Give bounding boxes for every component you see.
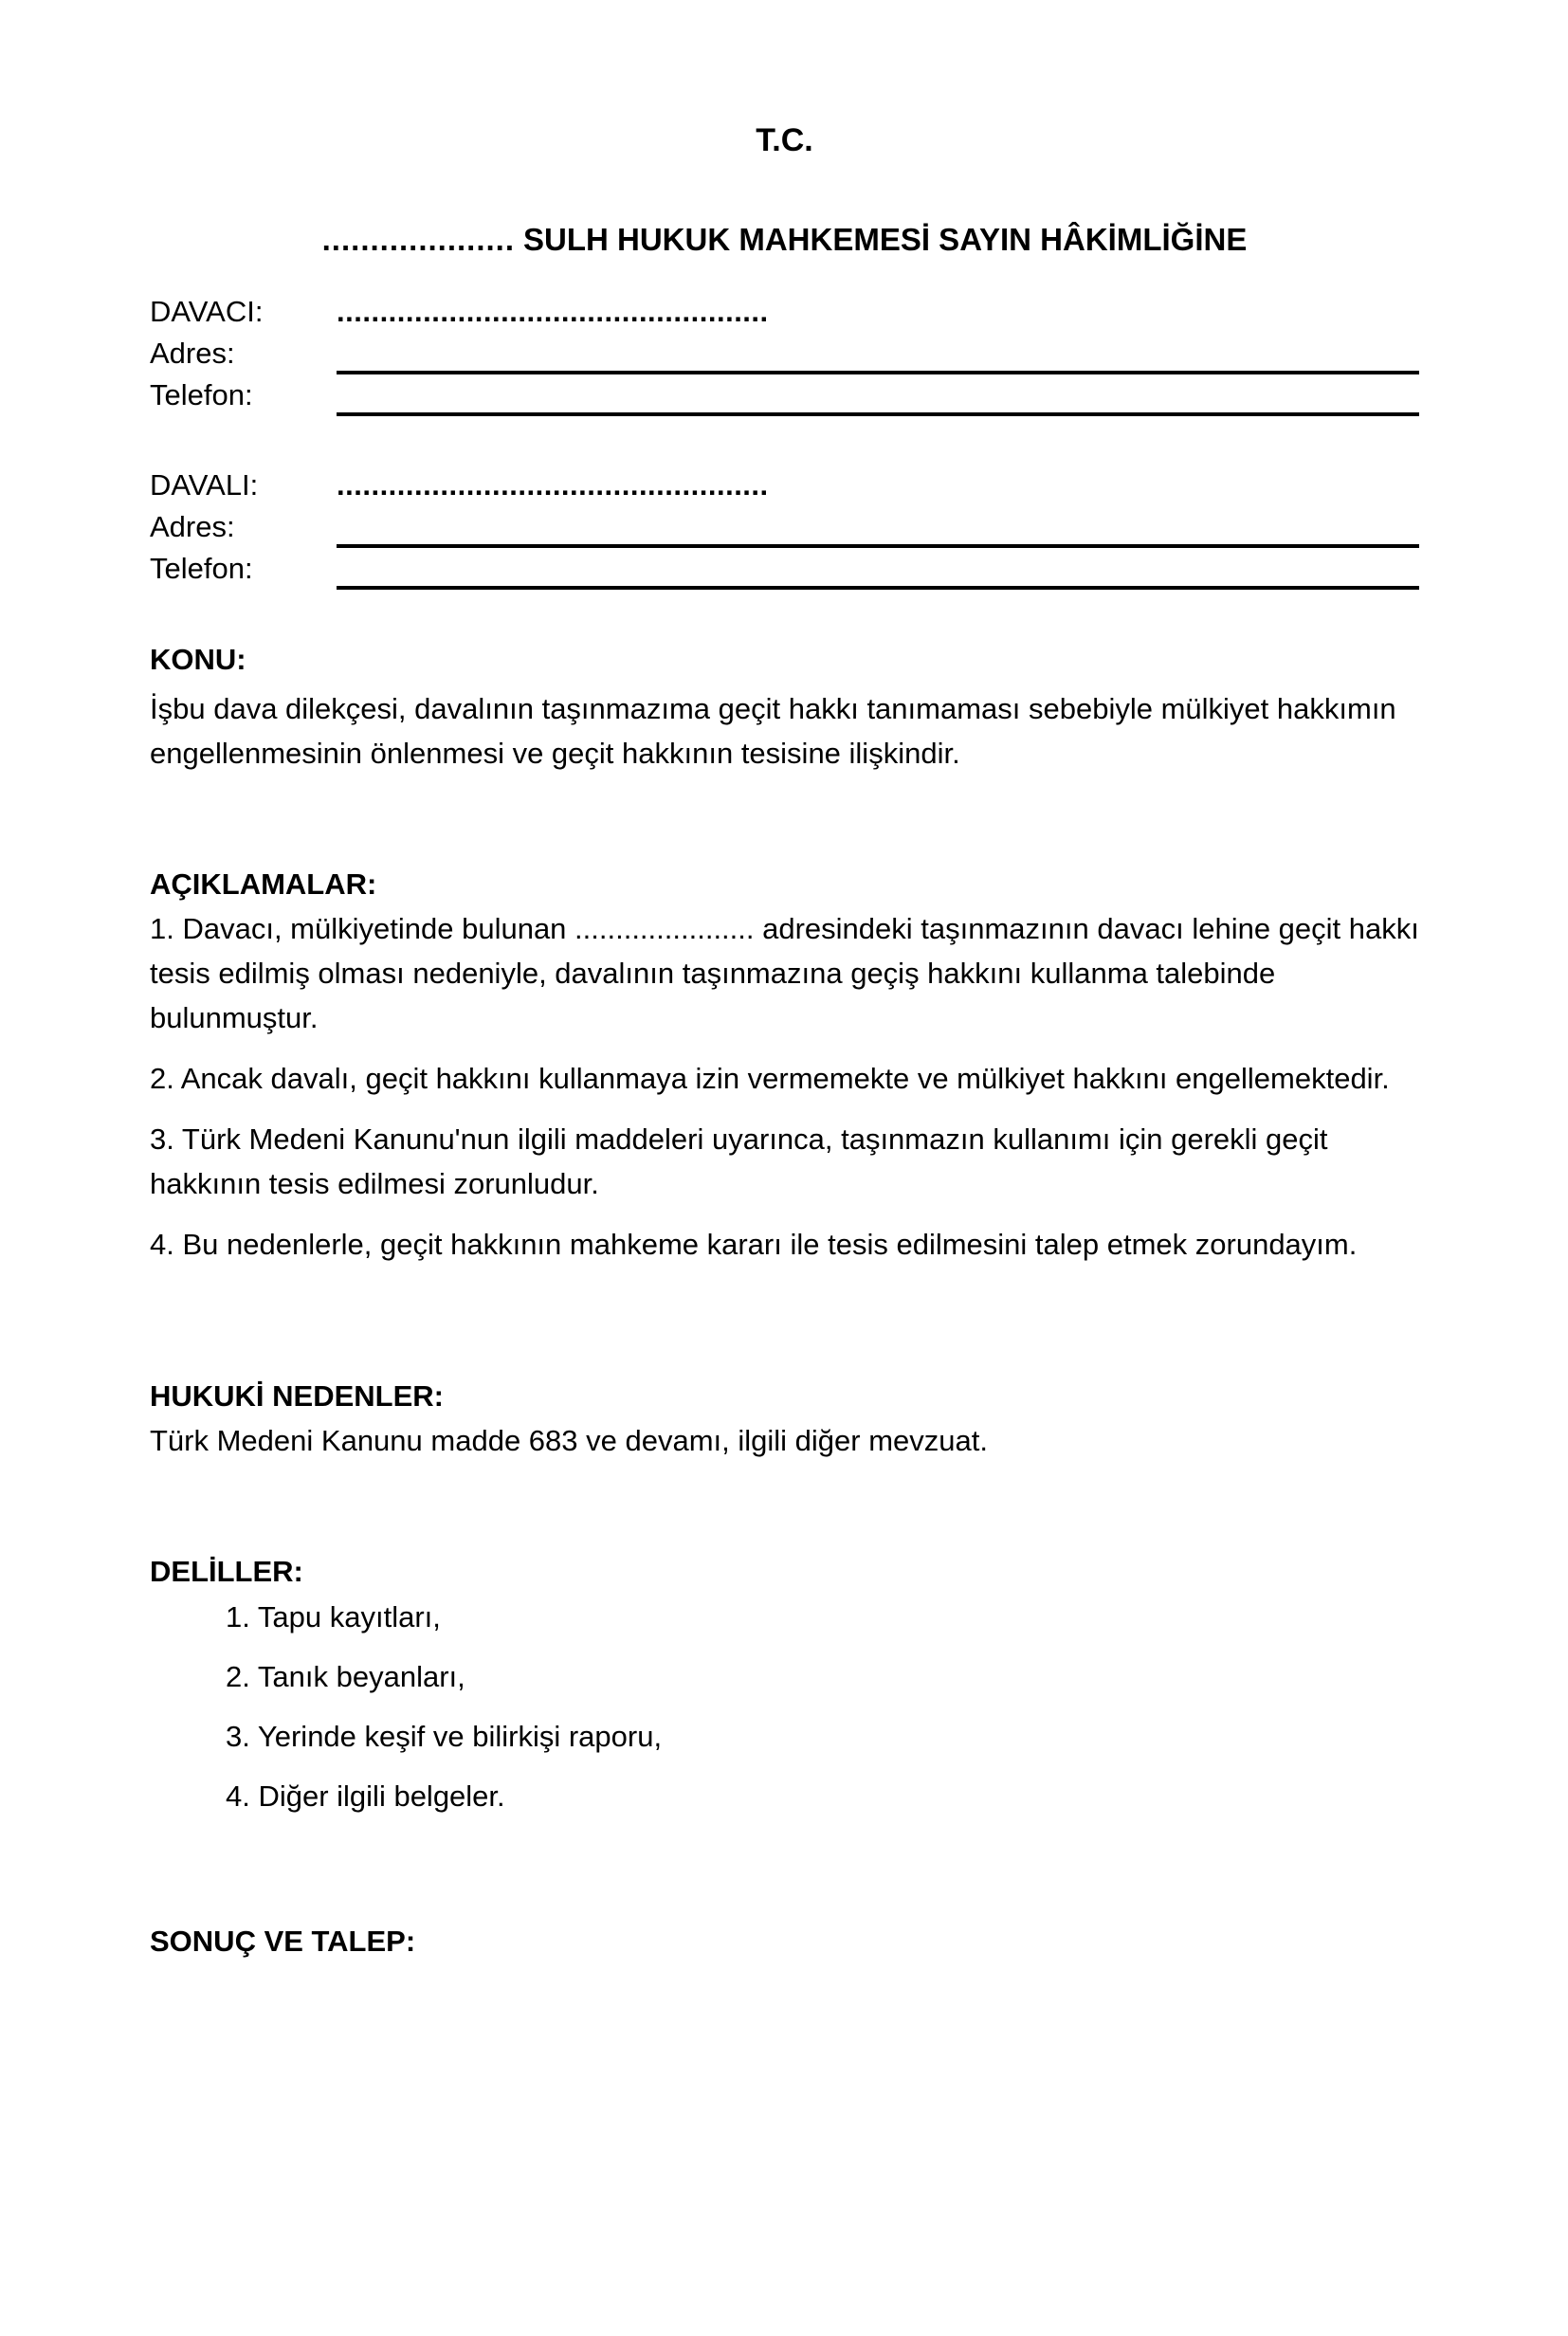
evidence-item: 2. Tanık beyanları, [226,1660,465,1693]
plaintiff-label: DAVACI: [150,295,264,328]
plaintiff-address-label: Adres: [150,337,235,370]
defendant-phone-row [150,548,1419,590]
defendant-name-field[interactable]: .................................................. [337,468,769,502]
explanation-line: 3. Türk Medeni Kanunu'nun ilgili maddeleri uyarınca, taşınmazın kullanımı için gerekli geçit [150,1122,1328,1156]
explanation-item-3 [150,1117,1419,1206]
plaintiff-name-row [150,291,1419,333]
court-heading-title: SULH HUKUK MAHKEMESİ SAYIN HÂKİMLİĞİNE [523,222,1248,257]
legal-grounds-text: Türk Medeni Kanunu madde 683 ve devamı, ilgili diğer mevzuat. [150,1424,988,1457]
plaintiff-address-row [150,333,1419,374]
court-heading [150,217,1419,262]
explanation-item-2 [150,1056,1419,1101]
subject-line: İşbu dava dilekçesi, davalının taşınmazıma geçit hakkı tanımaması sebebiyle mülkiyet hakkımın [150,692,1396,725]
subject-paragraph [150,686,1419,776]
evidence-item: 3. Yerinde keşif ve bilirkişi raporu, [226,1720,663,1753]
subject-line: engellenmesinin önlenmesi ve geçit hakkının tesisine ilişkindir. [150,737,960,770]
evidence-list [150,1595,1419,1818]
plaintiff-block [150,291,1419,416]
plaintiff-phone-row [150,374,1419,416]
defendant-block [150,465,1419,590]
evidence-heading: DELİLLER: [150,1555,303,1588]
explanation-line: 1. Davacı, mülkiyetinde bulunan ...................... adresindeki taşınmazının davacı lehine geçit hakkı [150,912,1419,945]
plaintiff-phone-label: Telefon: [150,378,253,411]
evidence-item: 1. Tapu kayıtları, [226,1600,441,1633]
defendant-phone-label: Telefon: [150,552,253,585]
evidence-item: 4. Diğer ilgili belgeler. [226,1779,505,1813]
defendant-label: DAVALI: [150,468,259,502]
defendant-address-field[interactable] [337,506,1419,548]
plaintiff-name-field[interactable]: .................................................. [337,295,769,328]
plaintiff-phone-field[interactable] [337,374,1419,416]
defendant-phone-field[interactable] [337,548,1419,590]
defendant-name-row [150,465,1419,506]
explanation-item-1 [150,906,1419,1040]
defendant-address-label: Adres: [150,510,235,543]
explanation-line: hakkının tesis edilmesi zorunludur. [150,1167,599,1200]
court-heading-dots: .................... [321,222,516,257]
explanations-heading: AÇIKLAMALAR: [150,867,377,901]
explanations-section [150,906,1419,1267]
explanation-line: bulunmuştur. [150,1001,319,1034]
subject-heading: KONU: [150,643,246,676]
legal-grounds-heading: HUKUKİ NEDENLER: [150,1379,444,1413]
explanation-line: 4. Bu nedenlerle, geçit hakkının mahkeme kararı ile tesis edilmesini talep etmek zorundayım. [150,1228,1358,1261]
conclusion-heading: SONUÇ VE TALEP: [150,1925,416,1958]
explanation-line: 2. Ancak davalı, geçit hakkını kullanmaya izin vermemekte ve mülkiyet hakkını engellemektedir. [150,1062,1390,1095]
explanation-item-4 [150,1222,1419,1267]
explanation-line: tesis edilmiş olması nedeniyle, davalının taşınmazına geçiş hakkını kullanma talebinde [150,957,1276,990]
petition-document [0,119,1568,1963]
plaintiff-address-field[interactable] [337,333,1419,374]
defendant-address-row [150,506,1419,548]
republic-header: T.C. [756,122,813,158]
